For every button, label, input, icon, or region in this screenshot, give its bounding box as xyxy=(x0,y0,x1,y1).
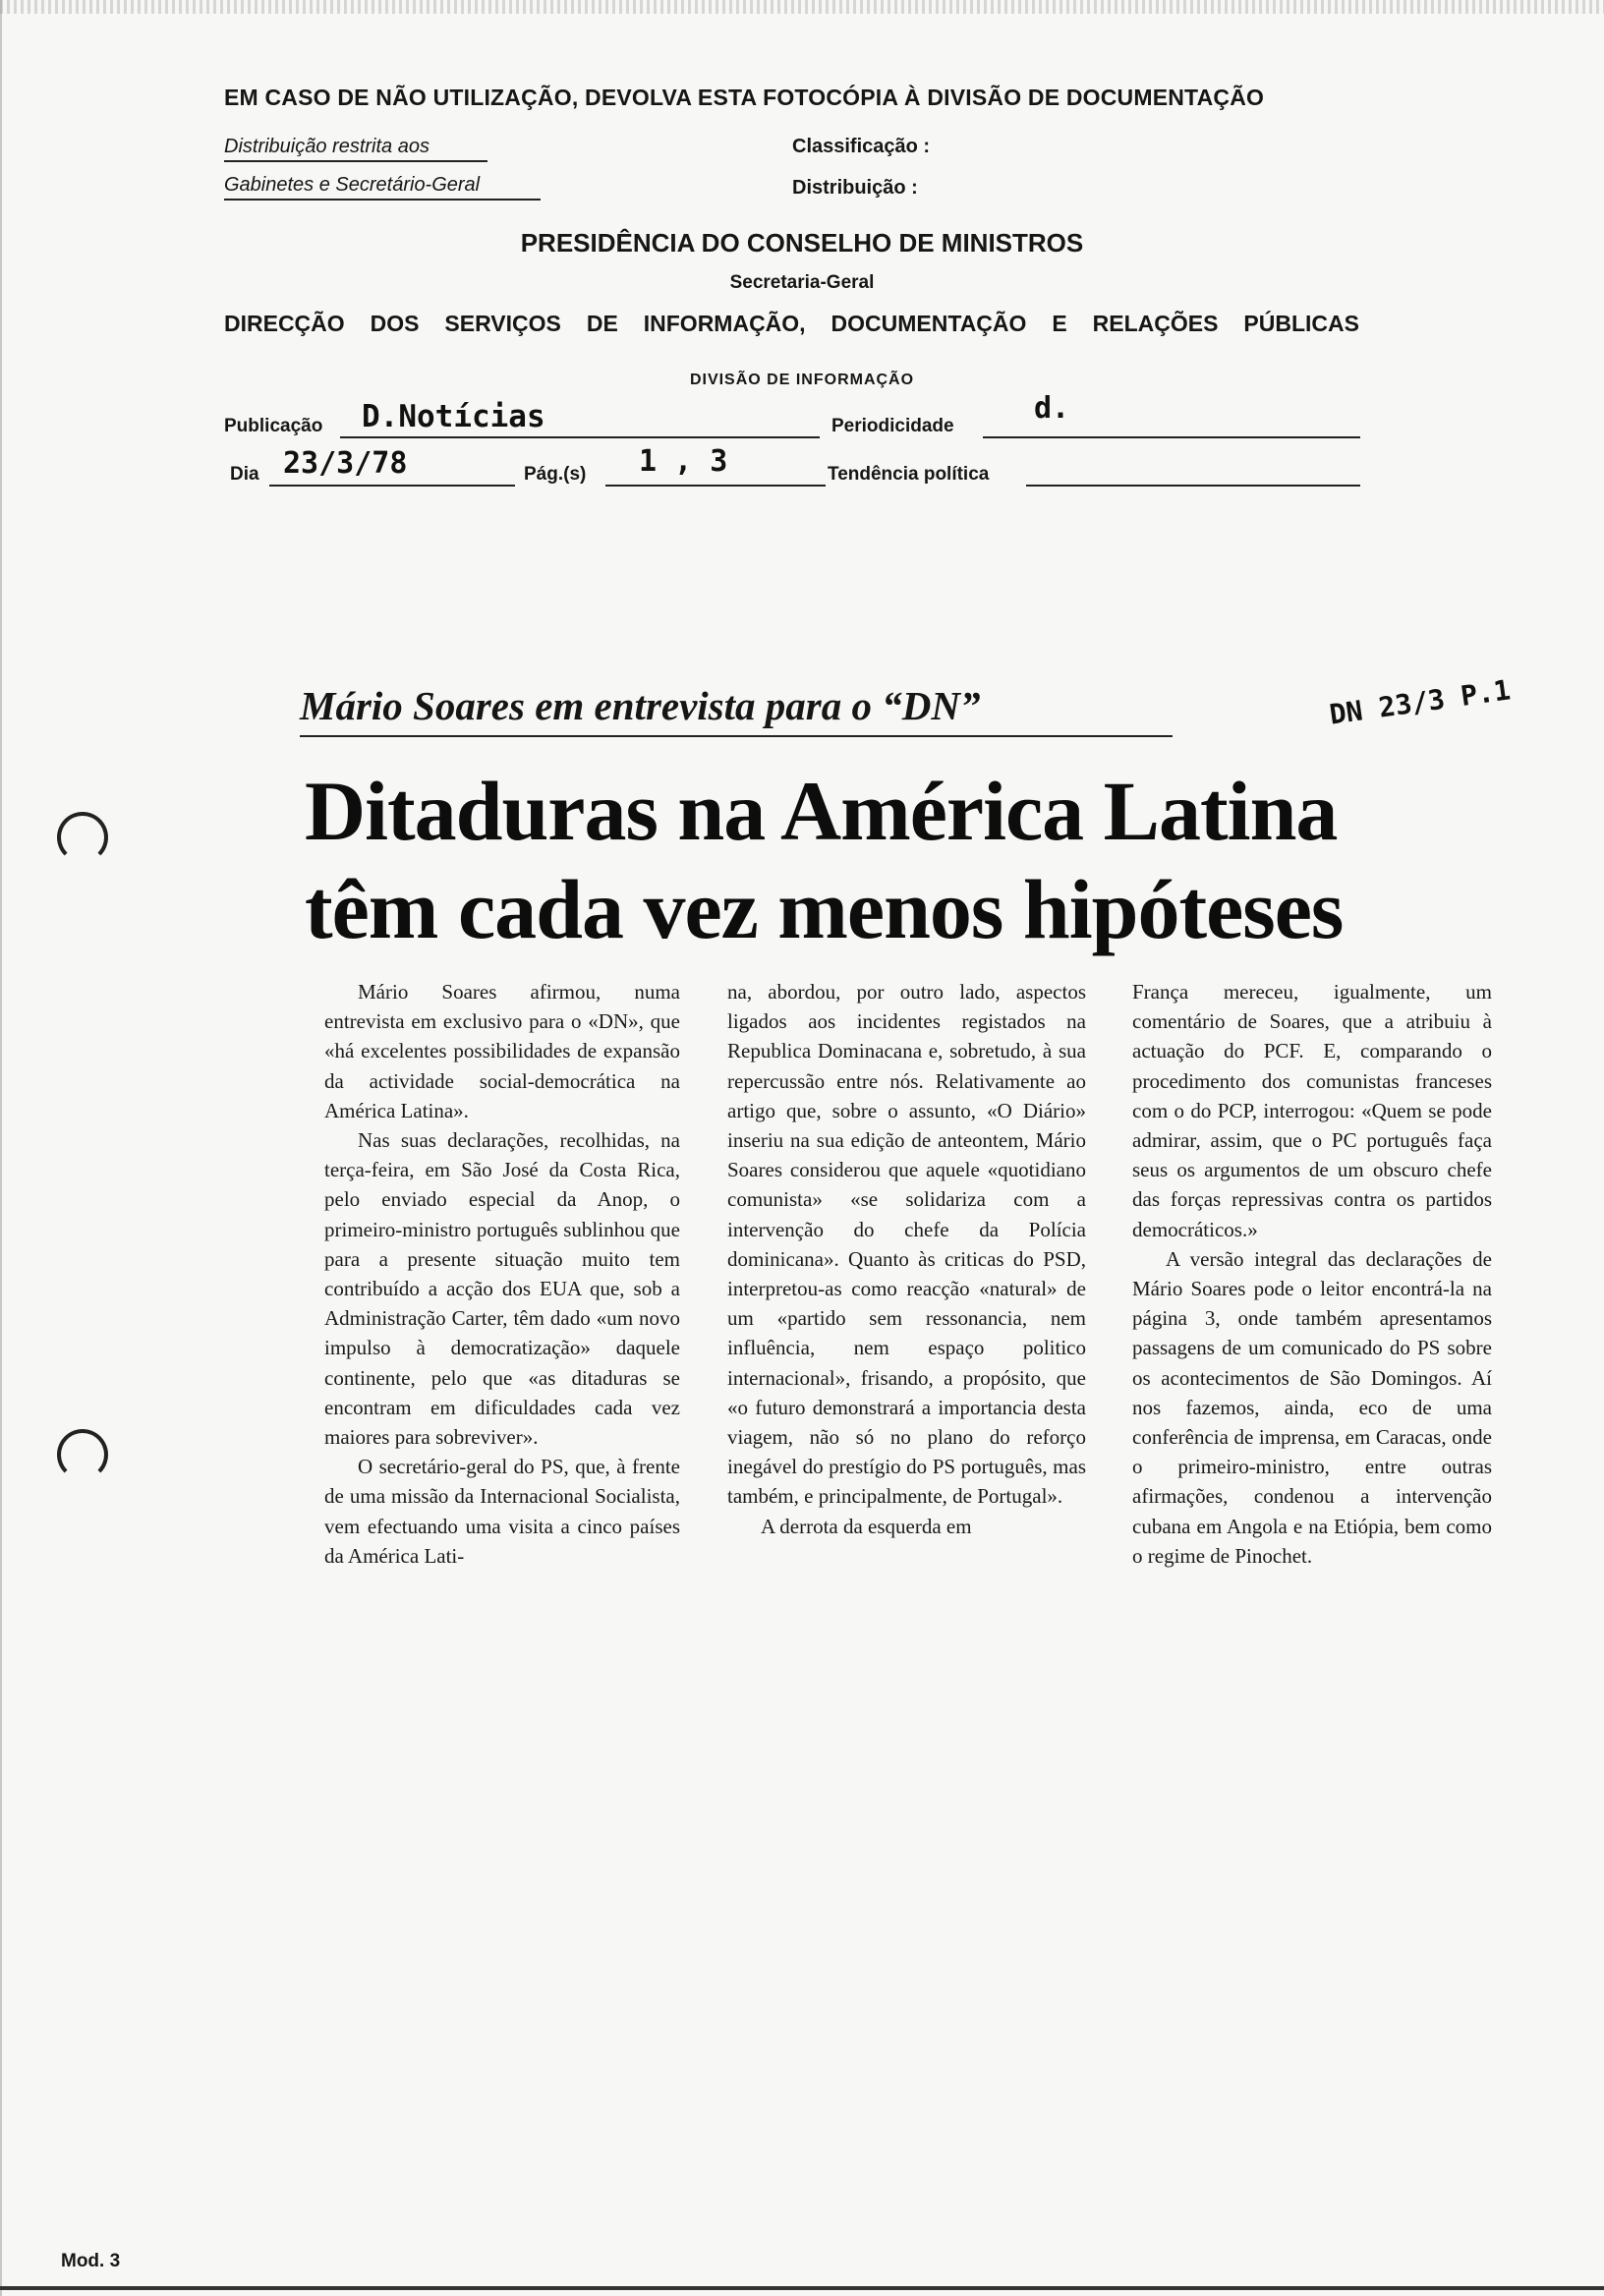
column-3-paragraph-1: França mereceu, igualmente, um comentário de Soares, que a atribuiu à actuação do PCF. E, comparando o procedimento dos comunistas franceses com o do PCP, interrogou: «Quem se pode admirar, assim, que o PC português faça seus os argumentos de um obscuro chefe das forças repressivas contra os partidos democráticos.» xyxy=(1132,980,1492,1241)
day-label: Dia xyxy=(230,464,259,485)
secretariat-title: Secretaria-Geral xyxy=(729,272,875,293)
periodicity-label: Periodicidade xyxy=(831,416,954,436)
column-1-paragraph-2: Nas suas declarações, recolhidas, na terça-feira, em São José da Costa Rica, pelo enviado especial da Anop, o primeiro-ministro português sublinhou que para a presente situação muito tem contribuído a acção dos EUA que, sob a Administração Carter, têm dado «um novo impulso à democratização» daquele continente, pelo que «as ditaduras se encontram em dificuldades cada vez maiores para sobreviver». xyxy=(324,1128,680,1450)
periodicity-line xyxy=(983,436,1360,438)
binder-hole-top xyxy=(57,812,108,863)
column-1-paragraph-3: O secretário-geral do PS, que, à frente de uma missão da Internacional Socialista, vem efectuando uma visita a cinco países da América Lati- xyxy=(324,1455,680,1568)
political-tendency-label: Tendência política xyxy=(828,464,990,485)
form-model-number: Mod. 3 xyxy=(61,2251,121,2271)
column-2-paragraph-2: A derrota da esquerda em xyxy=(761,1514,972,1538)
restricted-distribution xyxy=(224,136,541,201)
political-tendency-line xyxy=(1026,485,1360,487)
column-2-paragraph-1: na, abordou, por outro lado, aspectos ligados aos incidentes registados na Republica Dominacana e, sobretudo, à sua repercussão entre nós. Relativamente ao artigo que, sobre o assunto, «O Diário» inseriu na sua edição de anteontem, Mário Soares considerou que aquele «quotidiano comunista» «se solidariza com a intervenção do chefe da Polícia dominicana». Quanto às criticas do PSD, interpretou-as como reacção «natural» de um «partido sem ressonancia, nem influência, nem espaço politico internacional», frisando, a propósito, que «o futuro demonstrará a importancia desta viagem, não só no plano do reforço inegável do prestígio do PS português, mas também, e principalmente, de Portugal». xyxy=(727,980,1086,1509)
column-1-paragraph-1: Mário Soares afirmou, numa entrevista em exclusivo para o «DN», que «há excelentes possibilidades de expansão da actividade social-democrática na América Latina». xyxy=(324,980,680,1122)
pages-line xyxy=(605,485,826,487)
article-kicker: Mário Soares em entrevista para o “DN” xyxy=(300,683,981,728)
restricted-line-2: Gabinetes e Secretário-Geral xyxy=(224,174,541,201)
article-column-3 xyxy=(1132,977,1492,1571)
presidency-title: PRESIDÊNCIA DO CONSELHO DE MINISTROS xyxy=(520,228,1084,258)
kicker-underline xyxy=(300,735,1173,737)
publication-label: Publicação xyxy=(224,416,323,436)
binder-hole-bottom xyxy=(57,1429,108,1480)
article-column-2 xyxy=(727,977,1086,1541)
article-column-1 xyxy=(324,977,680,1571)
scan-left-edge xyxy=(0,0,2,2296)
periodicity-handwritten: d. xyxy=(1034,391,1070,426)
division-title: DIVISÃO DE INFORMAÇÃO xyxy=(689,372,915,388)
classification-label: Classificação : xyxy=(792,136,931,157)
scan-top-edge xyxy=(0,0,1604,14)
headline-line-2: têm cada vez menos hipóteses xyxy=(305,862,1344,956)
return-notice: EM CASO DE NÃO UTILIZAÇÃO, DEVOLVA ESTA FOTOCÓPIA À DIVISÃO DE DOCUMENTAÇÃO xyxy=(224,85,1265,110)
pages-label: Pág.(s) xyxy=(524,464,587,485)
restricted-line-1: Distribuição restrita aos xyxy=(224,136,487,162)
headline-line-1: Ditaduras na América Latina xyxy=(305,764,1338,858)
publication-line xyxy=(340,436,820,438)
directorate-title: DIRECÇÃO DOS SERVIÇOS DE INFORMAÇÃO, DOCUMENTAÇÃO E RELAÇÕES PÚBLICAS xyxy=(224,311,1359,336)
day-handwritten: 23/3/78 xyxy=(283,446,408,481)
margin-annotation: DN 23/3 P.1 xyxy=(1327,673,1513,731)
distribution-label: Distribuição : xyxy=(792,177,918,199)
day-line xyxy=(269,485,515,487)
scan-bottom-edge xyxy=(0,2286,1604,2290)
publication-handwritten: D.Notícias xyxy=(362,399,545,434)
column-3-paragraph-2: A versão integral das declarações de Mário Soares pode o leitor encontrá-la na página 3, onde também apresentamos passagens de um comunicado do PS sobre os acontecimentos de São Domingos. Aí nos fazemos, ainda, eco de uma conferência de imprensa, em Caracas, onde o primeiro-ministro, entre outras afirmações, condenou a intervenção cubana em Angola e na Etiópia, bem como o regime de Pinochet. xyxy=(1132,1246,1492,1568)
pages-handwritten: 1 , 3 xyxy=(639,444,728,479)
